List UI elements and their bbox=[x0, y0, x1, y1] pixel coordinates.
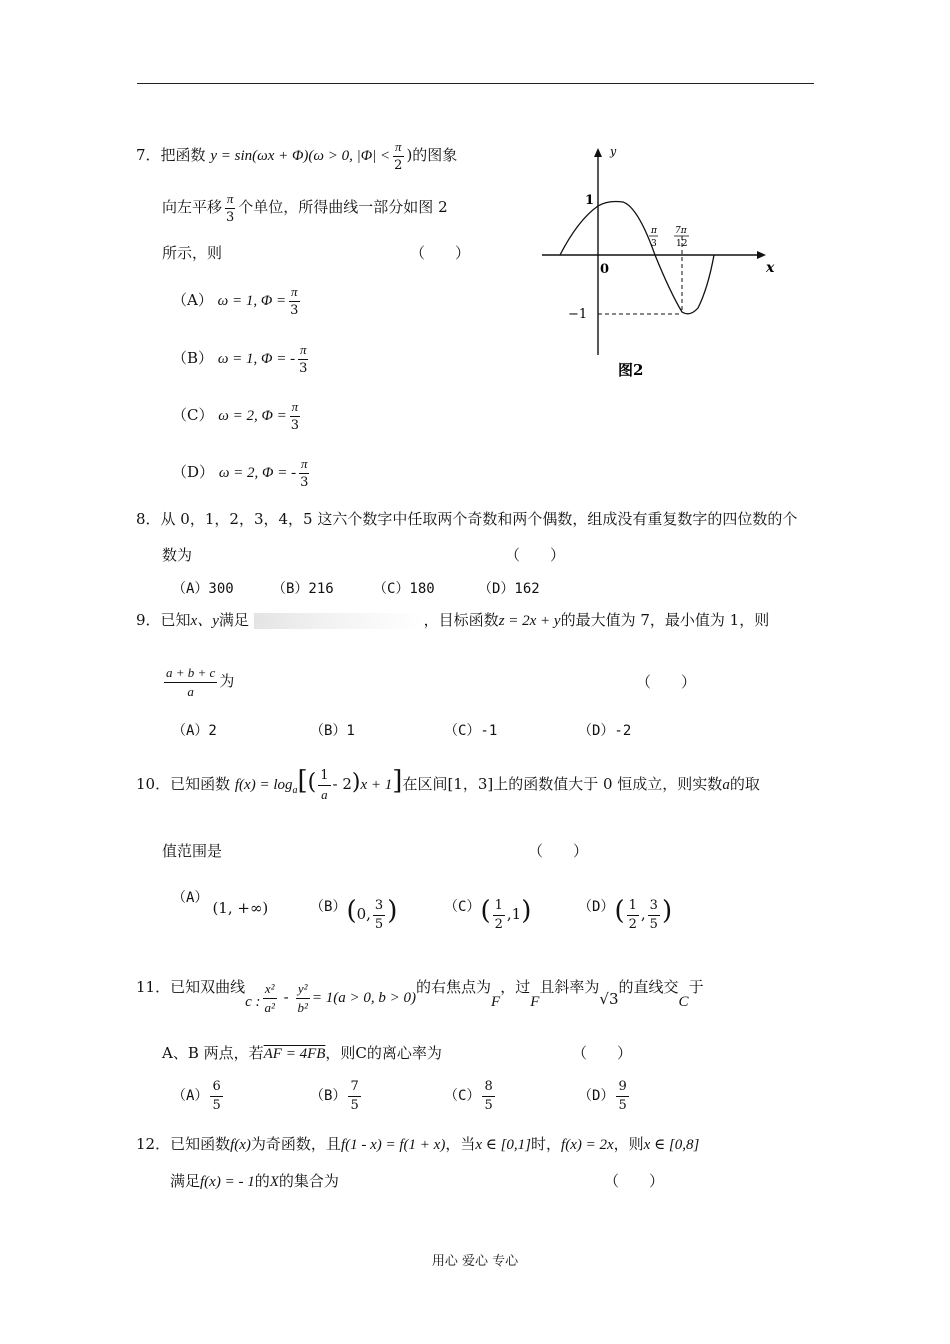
y-axis-arrow bbox=[594, 148, 602, 157]
q8-line2: 数为 bbox=[162, 546, 193, 564]
q10-answer-paren: （ ） bbox=[528, 842, 589, 860]
q8-option-b: （B）216 bbox=[272, 581, 334, 597]
q8-line1: 8．从 0，1，2，3，4，5 这六个数字中任取两个奇数和两个偶数，组成没有重复数字的四位数的个 bbox=[136, 510, 798, 528]
q12-line2: 满足f(x) = - 1的X的集合为 bbox=[170, 1172, 339, 1190]
q8-option-a: （A）300 bbox=[172, 581, 234, 597]
figure-2-sine-graph bbox=[530, 140, 790, 390]
q9-option-a: （A）2 bbox=[172, 723, 217, 739]
q9-option-d: （D）-2 bbox=[578, 723, 632, 739]
q11-answer-paren: （ ） bbox=[572, 1044, 633, 1062]
q9-constraints-image bbox=[254, 613, 424, 629]
tick-pi3-num: π bbox=[651, 226, 657, 236]
q9-option-b: （B）1 bbox=[310, 723, 355, 739]
q7-answer-paren: （ ） bbox=[410, 244, 471, 262]
origin-label: 0 bbox=[600, 262, 610, 277]
x-axis-label: x bbox=[766, 260, 775, 276]
q7-line2: 向左平移 $\frac{\pi}{3}$ 个单位，所得曲线一部分如图 2 bbox=[162, 191, 448, 225]
q9-line1: 9．已知x、y满足 ，目标函数z = 2x + y的最大值为 7，最小值为 1，则 bbox=[136, 611, 770, 629]
tick-pi3-den: 3 bbox=[651, 239, 657, 249]
q9-answer-paren: （ ） bbox=[636, 673, 697, 691]
tick-label-1: 1 bbox=[585, 193, 595, 208]
q8-option-d: （D）162 bbox=[478, 581, 540, 597]
q9-option-c: （C）-1 bbox=[444, 723, 498, 739]
q10-option-d: （D）( $\frac{1}{2}$ , $\frac{3}{5}$ ) bbox=[578, 896, 673, 932]
q12-answer-paren: （ ） bbox=[604, 1172, 665, 1190]
q11-option-a: （A） $\frac{6}{5}$ bbox=[172, 1079, 221, 1113]
q11-line2: A、B 两点，若AF = 4FB，则C的离心率为 bbox=[162, 1044, 442, 1062]
q10-option-c: （C）( $\frac{1}{2}$ ,1) bbox=[444, 896, 532, 932]
page-footer: 用心 爱心 专心 bbox=[431, 1254, 519, 1269]
q11-option-d: （D） $\frac{9}{5}$ bbox=[578, 1079, 627, 1113]
q11-option-b: （B） $\frac{7}{5}$ bbox=[310, 1079, 359, 1113]
tick-7pi12-num: 7π bbox=[675, 226, 687, 236]
q7-option-d: （D） ω = 2, Φ = - $\frac{\pi}{3}$ bbox=[172, 456, 309, 490]
q12-line1: 12．已知函数f(x)为奇函数，且f(1 - x) = f(1 + x)，当x ∈ [0,1]时，f(x) = 2x，则x ∈ [0,8] bbox=[136, 1135, 700, 1153]
sine-curve bbox=[560, 202, 714, 314]
tick-label-minus-1: −1 bbox=[568, 307, 588, 322]
q10-option-a: （A）(1, +∞) bbox=[172, 890, 269, 917]
q11-option-c: （C） $\frac{8}{5}$ bbox=[444, 1079, 493, 1113]
q7-option-a: （A） ω = 1, Φ = $\frac{\pi}{3}$ bbox=[172, 284, 299, 318]
q8-option-c: （C）180 bbox=[373, 581, 435, 597]
q8-answer-paren: （ ） bbox=[505, 546, 566, 564]
tick-7pi12-den: 12 bbox=[676, 239, 688, 249]
q7-line1: 7．把函数 y = sin(ωx + Φ)(ω > 0, |Φ| < $\frac{\pi}{2}$ )的图象 bbox=[136, 139, 458, 173]
q10-line2: 值范围是 bbox=[162, 842, 223, 860]
q9-line2: $\frac{a + b + c}{a}$ 为 bbox=[166, 665, 235, 699]
q7-option-c: （C） ω = 2, Φ = $\frac{\pi}{3}$ bbox=[172, 399, 300, 433]
q11-line1: 11．已知双曲线c : $\frac{\text{x²}}{\text{a²}}$ - $\frac{\text{y²}}{\text{b²}}$ = 1(a > 0, b > 0)的右焦点为F，过F且斜率为√3的直线交C于 bbox=[136, 978, 704, 1015]
q7-line3: 所示，则 bbox=[162, 244, 223, 262]
figure-caption: 图2 bbox=[618, 361, 644, 379]
header-rule bbox=[137, 83, 814, 84]
q7-option-b: （B） ω = 1, Φ = - $\frac{\pi}{3}$ bbox=[172, 342, 308, 376]
q10-option-b: （B）(0, $\frac{3}{5}$ ) bbox=[310, 896, 398, 932]
q10-line1: 10．已知函数 $f(x) = \log_a$[( $\frac{1}{a}$ - 2)x + 1]在区间[1，3]上的函数值大于 0 恒成立，则实数a的取 bbox=[136, 766, 760, 802]
x-axis-arrow bbox=[757, 251, 766, 259]
y-axis-label: y bbox=[610, 145, 617, 158]
